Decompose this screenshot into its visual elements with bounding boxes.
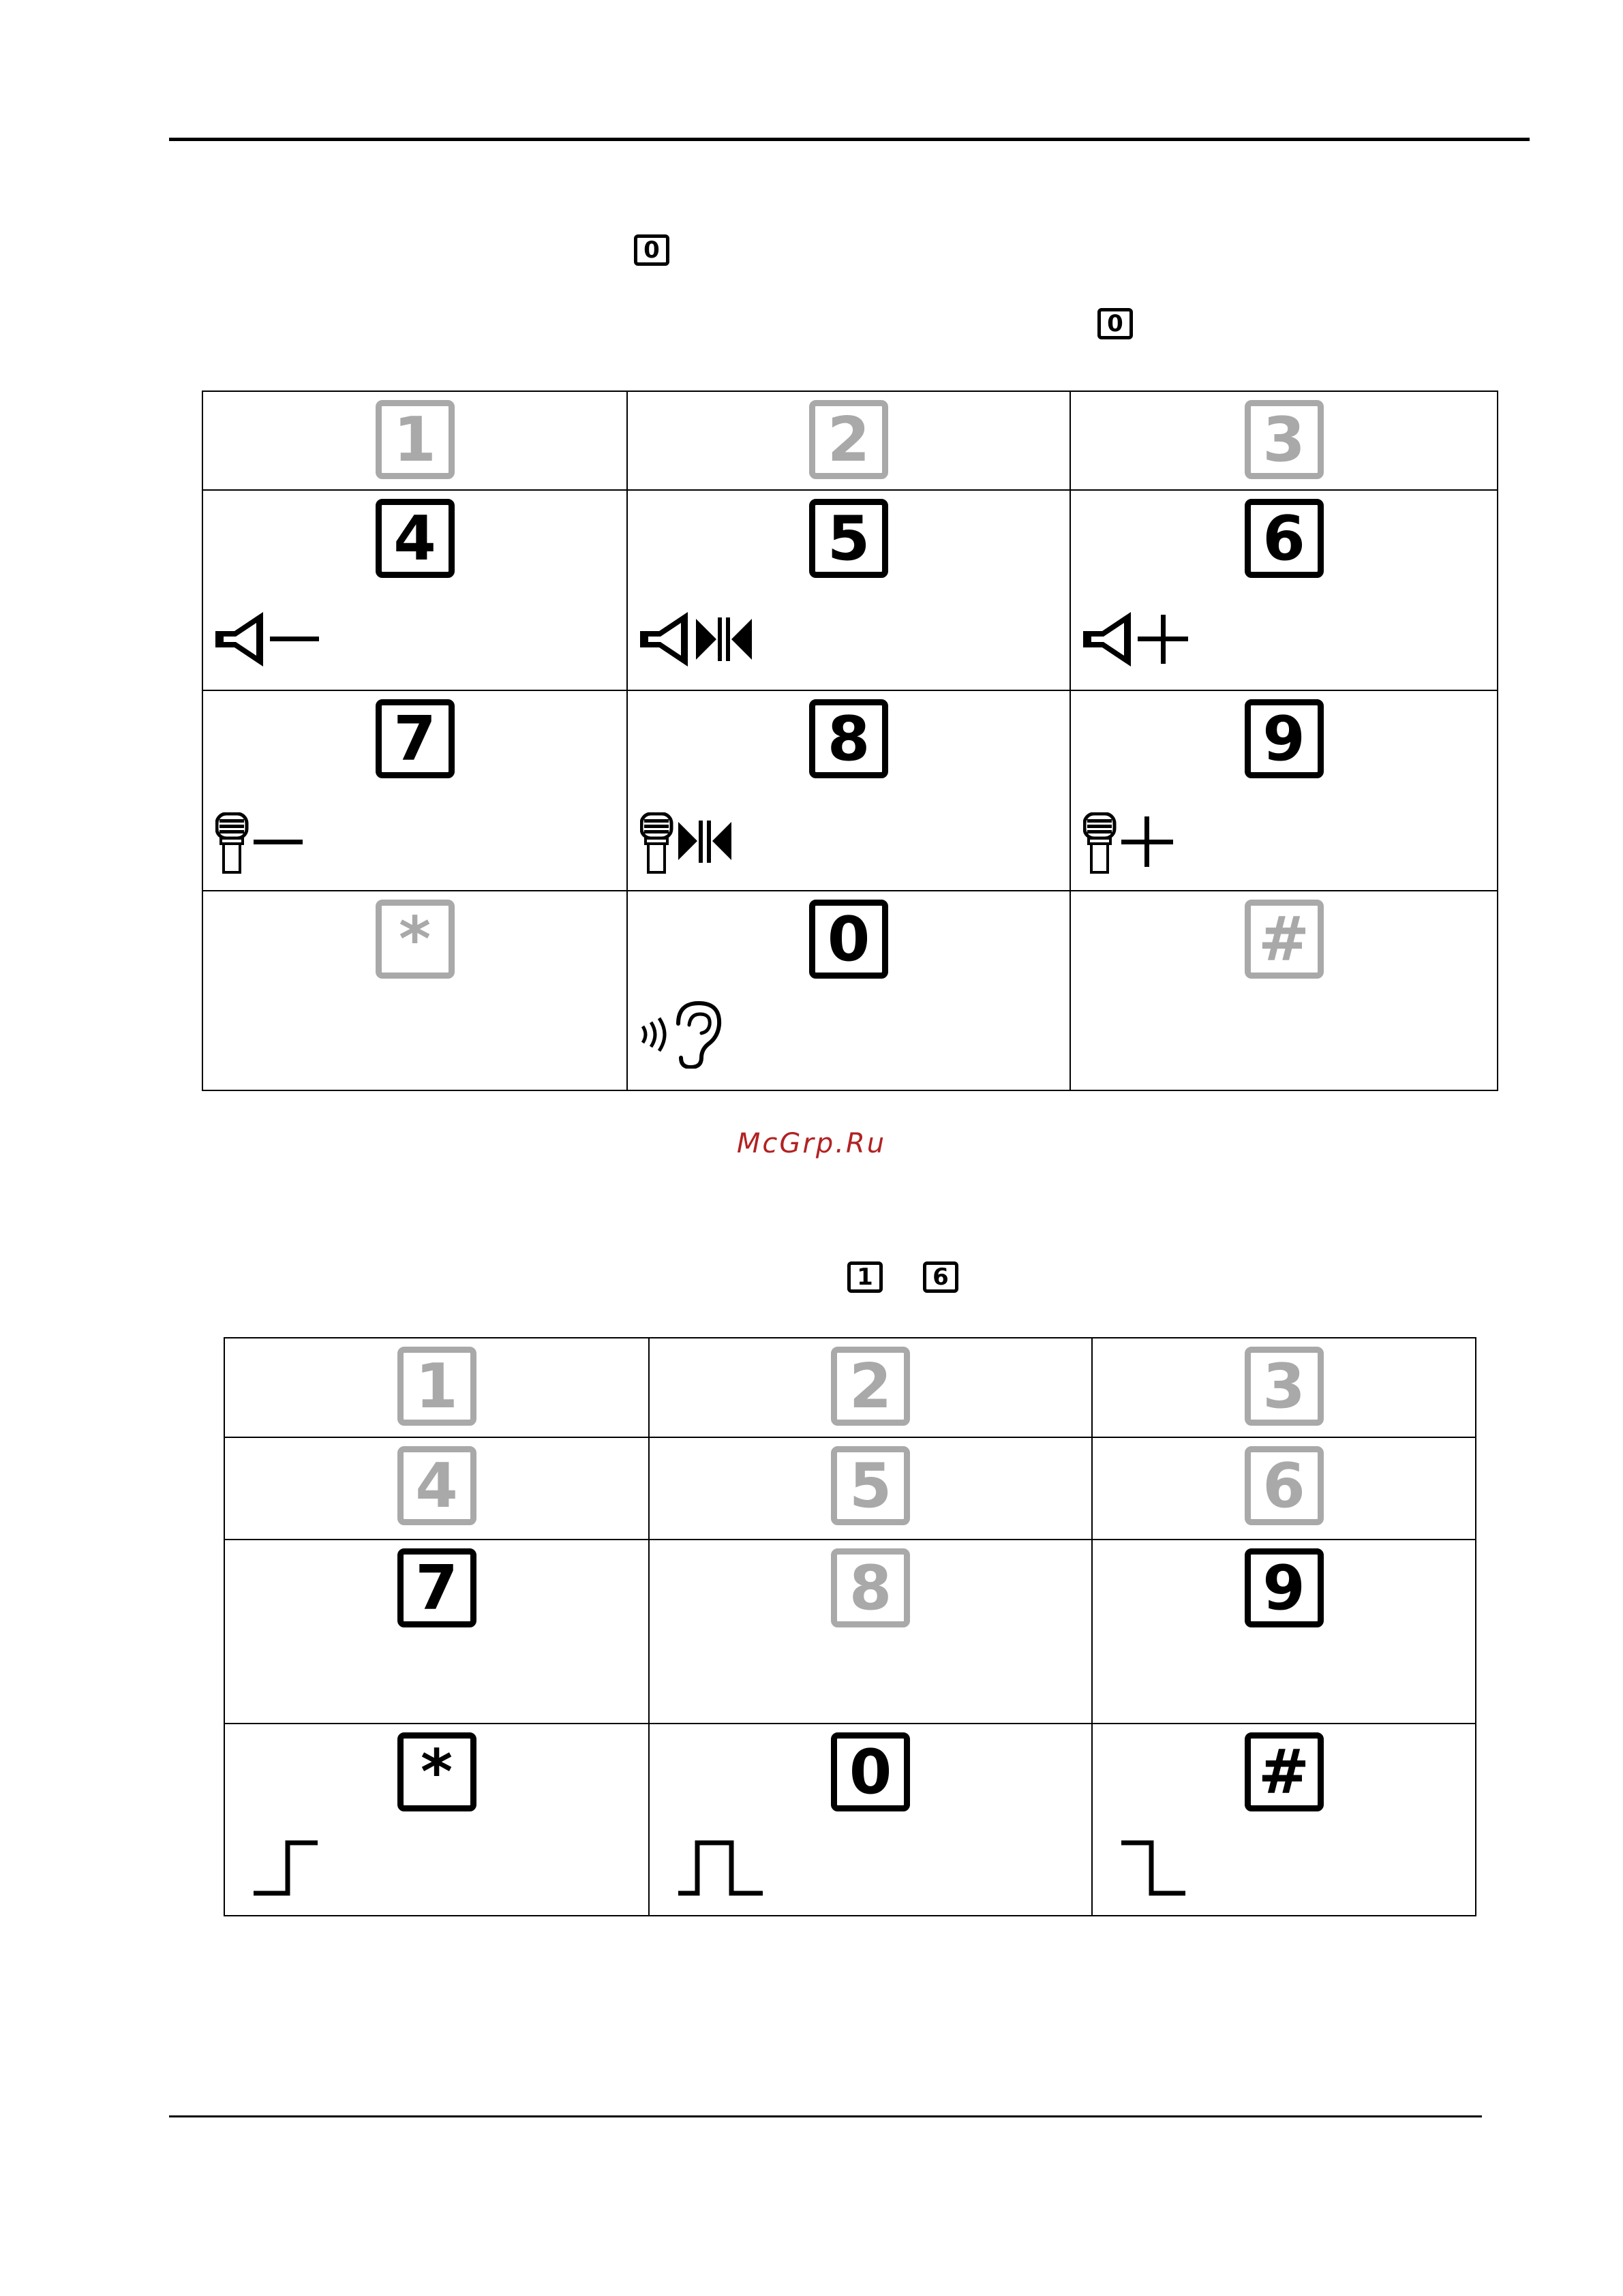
keypad-cell xyxy=(1092,1724,1476,1916)
key-star: * xyxy=(376,900,455,979)
key-8: 8 xyxy=(809,699,888,778)
key-0: 0 xyxy=(831,1732,910,1811)
inline-key-6: 6 xyxy=(923,1261,958,1293)
keypad-table-volume xyxy=(202,391,1498,1091)
keypad-cell xyxy=(202,690,627,891)
keypad-cell xyxy=(649,1724,1092,1916)
keypad-row xyxy=(202,891,1498,1090)
key-hash: # xyxy=(1245,1732,1324,1811)
inline-key-0: 0 xyxy=(1097,308,1133,339)
keypad-cell xyxy=(202,891,627,1090)
key-1: 1 xyxy=(376,400,455,479)
inline-key-0: 0 xyxy=(634,234,669,266)
keypad-row xyxy=(202,490,1498,690)
key-2: 2 xyxy=(809,400,888,479)
keypad-cell xyxy=(1070,391,1498,490)
key-4: 4 xyxy=(376,499,455,578)
key-9: 9 xyxy=(1245,1548,1324,1627)
microphone-level-reset-icon xyxy=(640,812,742,876)
key-5: 5 xyxy=(831,1446,910,1525)
keypad-cell xyxy=(649,1540,1092,1724)
key-6: 6 xyxy=(1245,1446,1324,1525)
key-3: 3 xyxy=(1245,1347,1324,1426)
key-0: 0 xyxy=(809,900,888,979)
key-3: 3 xyxy=(1245,400,1324,479)
keypad-cell xyxy=(224,1338,649,1437)
footer-rule xyxy=(169,2115,1482,2117)
keypad-cell xyxy=(1092,1338,1476,1437)
keypad-cell xyxy=(649,1437,1092,1540)
keypad-cell xyxy=(224,1437,649,1540)
key-6: 6 xyxy=(1245,499,1324,578)
key-2: 2 xyxy=(831,1347,910,1426)
hearing-ear-icon xyxy=(637,1000,733,1071)
keypad-cell xyxy=(1070,690,1498,891)
keypad-cell xyxy=(202,490,627,690)
keypad-cell xyxy=(202,391,627,490)
keypad-table-signal xyxy=(224,1337,1476,1916)
keypad-row xyxy=(224,1540,1476,1724)
keypad-cell xyxy=(1070,891,1498,1090)
key-hash: # xyxy=(1245,900,1324,979)
keypad-cell xyxy=(627,391,1070,490)
speaker-volume-down-icon xyxy=(215,612,324,669)
keypad-cell xyxy=(1070,490,1498,690)
signal-rising-edge-icon xyxy=(252,1839,320,1903)
keypad-cell xyxy=(649,1338,1092,1437)
inline-key-1: 1 xyxy=(847,1261,883,1293)
keypad-cell xyxy=(627,891,1070,1090)
key-star: * xyxy=(397,1732,476,1811)
keypad-cell xyxy=(627,690,1070,891)
microphone-level-down-icon xyxy=(215,812,311,876)
keypad-row xyxy=(224,1724,1476,1916)
key-1: 1 xyxy=(397,1347,476,1426)
key-7: 7 xyxy=(376,699,455,778)
keypad-cell xyxy=(1092,1437,1476,1540)
key-7: 7 xyxy=(397,1548,476,1627)
keypad-cell xyxy=(224,1724,649,1916)
header-rule xyxy=(169,138,1530,141)
keypad-row xyxy=(202,690,1498,891)
keypad-row xyxy=(202,391,1498,490)
key-5: 5 xyxy=(809,499,888,578)
keypad-cell xyxy=(224,1540,649,1724)
key-4: 4 xyxy=(397,1446,476,1525)
keypad-row xyxy=(224,1338,1476,1437)
keypad-row xyxy=(224,1437,1476,1540)
signal-pulse-icon xyxy=(677,1839,765,1903)
key-8: 8 xyxy=(831,1548,910,1627)
signal-falling-edge-icon xyxy=(1120,1839,1188,1903)
key-9: 9 xyxy=(1245,699,1324,778)
speaker-volume-up-icon xyxy=(1083,612,1192,669)
keypad-cell xyxy=(1092,1540,1476,1724)
watermark: McGrp.Ru xyxy=(736,1128,887,1159)
speaker-volume-reset-icon xyxy=(640,612,756,669)
keypad-cell xyxy=(627,490,1070,690)
microphone-level-up-icon xyxy=(1083,812,1179,876)
